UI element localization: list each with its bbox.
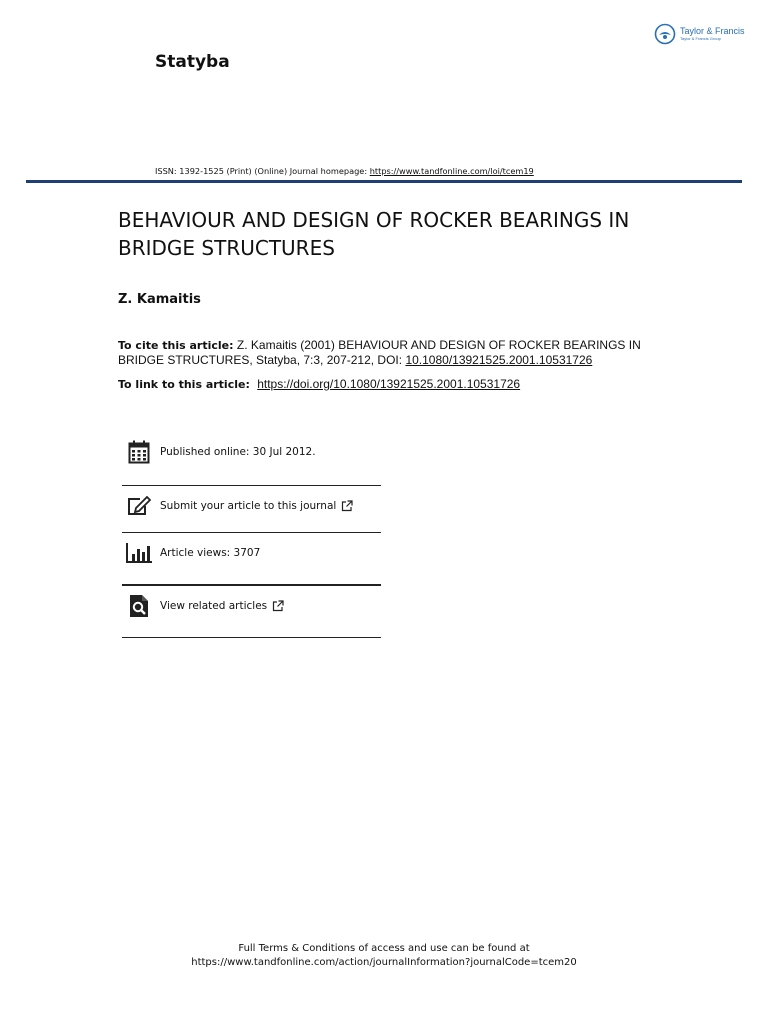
footer [0,942,768,970]
divider [122,637,381,638]
article-info-list [122,432,381,638]
bar-chart-icon [122,543,156,563]
article-doi-link[interactable]: https://doi.org/10.1080/13921525.2001.10531726 [257,377,521,391]
publisher-group: Taylor & Francis Group [680,36,721,41]
issn-text: ISSN: 1392-1525 (Print) (Online) Journal homepage: [155,166,368,176]
footer-terms-text: Full Terms & Conditions of access and use can be found at [238,943,530,954]
publisher-logo-icon [654,23,676,45]
article-views-text: Article views: 3707 [160,547,261,559]
external-link-icon[interactable] [341,500,353,512]
submit-article-link[interactable]: Submit your article to this journal [160,500,337,512]
issn-line [155,166,534,176]
cite-doi-link[interactable]: 10.1080/13921525.2001.10531726 [405,353,593,367]
published-online-text: Published online: 30 Jul 2012. [160,446,316,458]
article-author: Z. Kamaitis [118,292,201,307]
related-articles-row[interactable] [122,586,381,626]
publisher-logo[interactable] [654,22,745,46]
article-views-row [122,533,381,573]
header-rule [26,180,742,183]
footer-terms-link[interactable]: https://www.tandfonline.com/action/journalInformation?journalCode=tcem20 [191,957,577,968]
external-link-icon[interactable] [272,600,284,612]
cite-text: Z. Kamaitis (2001) BEHAVIOUR AND DESIGN OF ROCKER BEARINGS IN BRIDGE STRUCTURES, Statyba, 7:3, 207-212, DOI: [118,338,641,367]
document-search-icon [122,594,156,618]
link-block [118,377,678,392]
article-title: BEHAVIOUR AND DESIGN OF ROCKER BEARINGS IN BRIDGE STRUCTURES [118,208,630,260]
cite-block [118,338,658,368]
cite-label: To cite this article: [118,339,234,352]
published-online-row [122,432,381,472]
calendar-icon [122,440,156,464]
edit-icon [122,496,156,516]
journal-homepage-link[interactable]: https://www.tandfonline.com/loi/tcem19 [369,166,534,176]
submit-article-row[interactable] [122,486,381,526]
publisher-name: Taylor & Francis [680,26,745,36]
journal-name: Statyba [155,52,230,72]
related-articles-link[interactable]: View related articles [160,600,268,612]
link-label: To link to this article: [118,378,250,391]
